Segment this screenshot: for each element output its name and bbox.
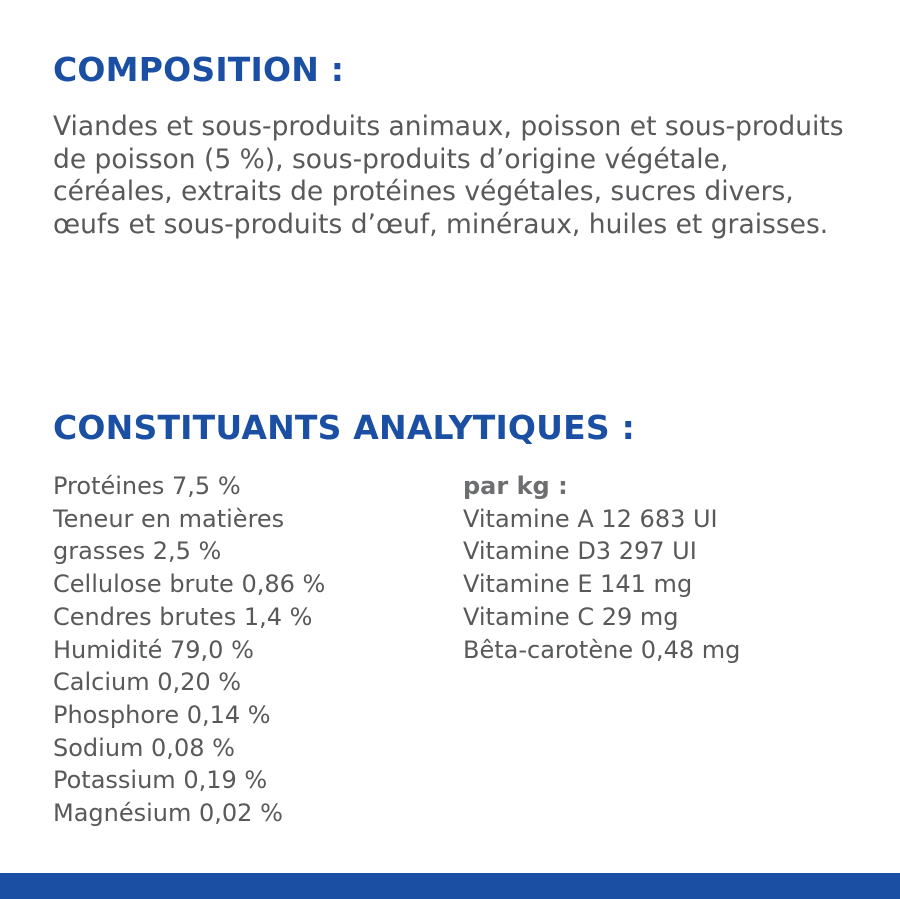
analytics-heading: CONSTITUANTS ANALYTIQUES : [53,408,635,447]
composition-heading: COMPOSITION : [53,50,345,89]
vitamin-item: Vitamine C 29 mg [463,602,679,631]
constituent-item: Humidité 79,0 % [53,635,254,664]
composition-text: Viandes et sous-produits animaux, poisson et sous-produits de poisson (5 %), sous-produits d’origine végétale, céréales, extraits de protéines végétales, sucres divers, œufs et sous-produits d’œuf, minéraux, huiles et graisses. [53,111,844,240]
constituent-item: Cellulose brute 0,86 % [53,570,326,599]
vitamin-item: Vitamine D3 297 UI [463,537,697,566]
constituents-list [53,470,433,830]
bottom-bar [0,873,900,899]
constituent-item: Protéines 7,5 % [53,472,241,500]
per-kg-label: par kg : [463,472,568,500]
constituent-item: Cendres brutes 1,4 % [53,602,313,631]
constituent-item: Calcium 0,20 % [53,668,242,697]
vitamin-item: Vitamine A 12 683 UI [463,504,718,533]
per-kg-list [463,470,883,666]
constituent-item: Magnésium 0,02 % [53,799,283,828]
constituent-item: Potassium 0,19 % [53,766,268,795]
vitamin-item: Bêta-carotène 0,48 mg [463,635,741,664]
constituent-item: Teneur en matières grasses 2,5 % [53,504,285,566]
constituent-item: Sodium 0,08 % [53,733,235,762]
vitamin-item: Vitamine E 141 mg [463,570,693,599]
constituent-item: Phosphore 0,14 % [53,700,271,729]
